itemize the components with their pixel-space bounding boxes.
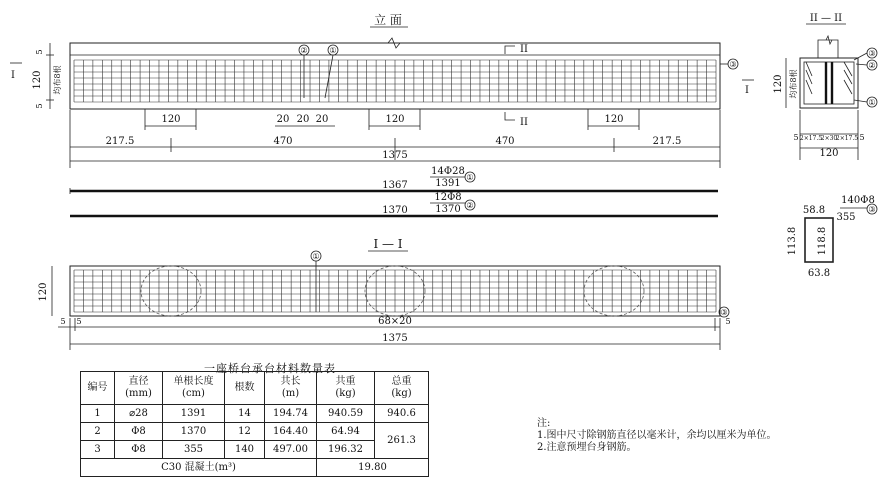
elev-dim-top-5: 5 — [35, 49, 44, 55]
table-header-row — [81, 372, 429, 405]
elev-side-note: 均布8根 — [53, 65, 62, 95]
bar-2-straight-length: 1370 — [382, 205, 408, 216]
segment-dim-4: 217.5 — [652, 136, 682, 147]
table-cell: 64.94 — [317, 423, 375, 441]
stirrup-callout: ③ — [868, 205, 876, 214]
table-cell: ⌀28 — [115, 405, 163, 423]
callout-2-label: ② — [300, 46, 308, 55]
elev-dim-bot-5: 5 — [35, 103, 44, 109]
callout-3-label: ③ — [729, 60, 737, 69]
bar-1-straight-length: 1367 — [382, 180, 408, 191]
table-cell: 1 — [81, 405, 115, 423]
table-cell: 497.00 — [265, 441, 317, 459]
table-cell: 940.59 — [317, 405, 375, 423]
bar-1-spec: 14Φ28 — [431, 166, 465, 177]
pier-right-width: 120 — [604, 114, 624, 125]
bar-2-spec: 12Φ8 — [434, 192, 462, 203]
section-I-height: 120 — [38, 282, 49, 302]
section-I-title: I — I — [373, 237, 403, 251]
section-I-callout-1: ① — [312, 252, 320, 261]
table-cell: 196.32 — [317, 441, 375, 459]
section-II-dim-2: 2×17.5 — [799, 135, 823, 142]
section-II-dim-5: 5 — [859, 133, 865, 142]
stirrup-spacing-1: 20 — [276, 114, 290, 125]
bar-1-callout: ① — [466, 173, 474, 182]
table-header: 总重 (kg) — [375, 372, 429, 405]
section-II-title: II — II — [809, 13, 843, 24]
section-II-label-bottom: II — [520, 117, 528, 128]
pier-mid-width: 120 — [385, 114, 405, 125]
section-I-left-5: 5 — [60, 317, 66, 326]
table-cell: 12 — [225, 423, 265, 441]
section-II-hatch — [806, 62, 852, 94]
elevation-rebar-grid — [74, 60, 716, 102]
section-II-height: 120 — [773, 74, 784, 94]
section-I-label-left: I — [11, 70, 15, 81]
notes — [537, 418, 777, 454]
table-cell: 1370 — [163, 423, 225, 441]
elev-dim-120: 120 — [32, 70, 43, 90]
section-II-outline — [800, 58, 858, 108]
section-II-side-note: 均布8根 — [789, 69, 798, 99]
table-cell: 164.40 — [265, 423, 317, 441]
segment-dim-1: 217.5 — [105, 136, 135, 147]
section-I-left-5b: 5 — [76, 317, 82, 326]
table-cell: 261.3 — [375, 423, 429, 459]
elevation-total-dim: 1375 — [382, 150, 408, 161]
stirrup-length: 355 — [836, 212, 856, 223]
table-cell: 14 — [225, 405, 265, 423]
concrete-label: C30 混凝土(m³) — [81, 459, 317, 477]
table-cell: 2 — [81, 423, 115, 441]
stirrup-spacing-2: 20 — [296, 114, 310, 125]
bar-1-length: 1391 — [435, 178, 461, 189]
table-header: 共长 (m) — [265, 372, 317, 405]
elevation-title: 立 面 — [374, 13, 402, 27]
table-cell: 1391 — [163, 405, 225, 423]
section-II-label-top: II — [520, 44, 528, 55]
note-line-1: 1.图中尺寸除钢筋直径以毫米计，余均以厘米为单位。 — [537, 430, 777, 441]
stirrup-bottom: 63.8 — [807, 268, 831, 279]
segment-dim-2: 470 — [273, 136, 293, 147]
notes-title: 注: — [537, 418, 551, 429]
section-II-embed — [818, 40, 838, 58]
bar-2-length: 1370 — [435, 204, 461, 215]
pile-left-circle — [141, 266, 201, 316]
section-II-dim-3: 2×30 — [820, 135, 838, 142]
pier-left-width: 120 — [161, 114, 181, 125]
section-I-spacing: 68×20 — [378, 316, 412, 327]
table-cell: 940.6 — [375, 405, 429, 423]
stirrup-inner: 118.8 — [817, 226, 828, 256]
section-II-width: 120 — [819, 148, 839, 159]
bar-2-callout: ② — [466, 201, 474, 210]
table-cell: 194.74 — [265, 405, 317, 423]
concrete-value: 19.80 — [317, 459, 429, 477]
table-cell: 140 — [225, 441, 265, 459]
section-II-mark-bottom — [505, 112, 515, 120]
table-title: 一座桥台承台材料数量表 — [204, 362, 336, 375]
table-cell: 355 — [163, 441, 225, 459]
segment-dim-3: 470 — [495, 136, 515, 147]
section-II-callout-2: ② — [868, 61, 876, 70]
table-cell: Φ8 — [115, 441, 163, 459]
section-I-callout-3: ③ — [720, 308, 728, 317]
section-II-dim-4: 2×17.5 — [835, 135, 859, 142]
note-line-2: 2.注意预埋台身钢筋。 — [537, 442, 637, 453]
quantity-table — [80, 371, 429, 477]
table-row-concrete — [81, 459, 429, 477]
table-cell: 3 — [81, 441, 115, 459]
table-header: 编号 — [81, 372, 115, 405]
section-I-label-right: I — [745, 85, 749, 96]
table-row — [81, 405, 429, 423]
table-row — [81, 423, 429, 441]
section-II-mark-top — [505, 46, 515, 54]
section-I-rebar-grid — [74, 270, 716, 312]
table-header: 共重 (kg) — [317, 372, 375, 405]
stirrup-spec: 140Φ8 — [841, 195, 875, 206]
section-I-right-5: 5 — [725, 317, 731, 326]
section-I-total: 1375 — [382, 333, 408, 344]
section-II-dim-1: 5 — [793, 133, 799, 142]
section-II-callout-1: ① — [868, 98, 876, 107]
section-II-callout-3: ③ — [868, 49, 876, 58]
stirrup-top: 58.8 — [802, 205, 826, 216]
stirrup-spacing-3: 20 — [315, 114, 329, 125]
quantity-table-wrapper — [80, 371, 429, 477]
table-header: 直径 (mm) — [115, 372, 163, 405]
stirrup-left: 113.8 — [787, 226, 798, 256]
table-header: 根数 — [225, 372, 265, 405]
table-cell: Φ8 — [115, 423, 163, 441]
table-header: 单根长度 (cm) — [163, 372, 225, 405]
callout-1-label: ① — [329, 46, 337, 55]
